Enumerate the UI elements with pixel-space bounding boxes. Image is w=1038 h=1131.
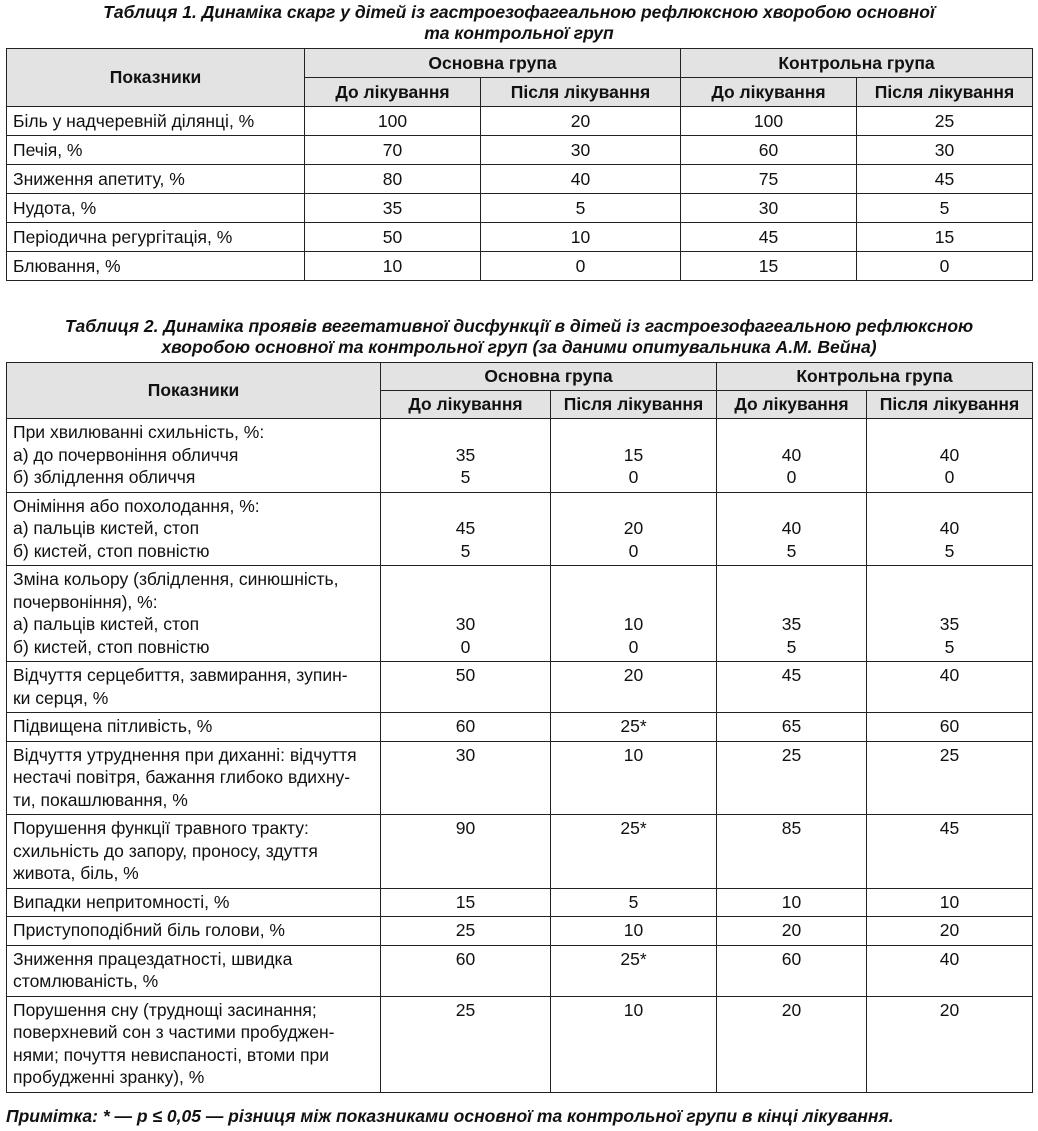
cell-value-line: 20 <box>939 999 960 1020</box>
table-row <box>7 713 1033 742</box>
table2-caption-line1: Таблиця 2. Динаміка проявів вегетативної дисфункції в дітей із гастроезофагеальною рефлюксною <box>64 316 974 336</box>
cell-value-line <box>557 495 710 518</box>
cell-value-line: 25* <box>620 948 647 969</box>
table-row <box>7 419 1033 493</box>
cell-value-line <box>873 591 1026 614</box>
footnote: Примітка: * — р ≤ 0,05 — різниця між показниками основної та контрольної групи в кінці лікування. <box>6 1106 894 1126</box>
row-label-line: пробудженні зранку), % <box>13 1067 205 1087</box>
cell-value <box>867 945 1033 996</box>
row-label-line: Приступоподібний біль голови, % <box>13 920 285 940</box>
row-label <box>7 566 381 662</box>
cell-value-line <box>387 495 544 518</box>
cell-value <box>867 419 1033 493</box>
row-label-line: а) пальців кистей, стоп <box>13 518 200 538</box>
row-label: Періодична регургітація, % <box>7 223 305 252</box>
table2-header-indicators: Показники <box>7 363 381 419</box>
row-label <box>7 741 381 815</box>
cell-value-line: 60 <box>455 948 476 969</box>
cell-value-line <box>873 421 1026 444</box>
cell-value-line: 40 <box>939 948 960 969</box>
cell-value <box>381 713 551 742</box>
cell-value-line: 10 <box>623 744 644 765</box>
cell-value <box>717 492 867 566</box>
row-label <box>7 945 381 996</box>
cell-value-line: 35 <box>455 444 476 465</box>
cell-value: 45 <box>857 165 1033 194</box>
row-label-line: Відчуття утруднення при диханні: відчуття <box>13 744 357 765</box>
cell-value-line: 5 <box>944 636 955 657</box>
table2-header-control-group: Контрольна група <box>717 363 1033 391</box>
cell-value-line <box>873 495 1026 518</box>
cell-value-line: 30 <box>455 614 476 634</box>
cell-value <box>551 662 717 713</box>
cell-value: 45 <box>681 223 857 252</box>
cell-value <box>717 917 867 946</box>
table1-header-main-before: До лікування <box>305 78 481 107</box>
cell-value <box>717 888 867 917</box>
cell-value <box>867 815 1033 889</box>
row-label-line: а) до почервоніння обличчя <box>13 444 239 465</box>
cell-value <box>717 662 867 713</box>
table-row <box>7 492 1033 566</box>
cell-value <box>717 566 867 662</box>
cell-value: 35 <box>305 194 481 223</box>
cell-value-line: 0 <box>628 636 639 657</box>
row-label-line: Порушення функції травного тракту: <box>13 818 309 838</box>
cell-value-line <box>557 421 710 444</box>
cell-value: 30 <box>857 136 1033 165</box>
table-row <box>7 136 1033 165</box>
cell-value-line: 0 <box>628 540 639 561</box>
row-label-line: ти, покашлювання, % <box>13 789 188 810</box>
row-label <box>7 888 381 917</box>
cell-value <box>381 492 551 566</box>
cell-value <box>381 888 551 917</box>
cell-value <box>717 741 867 815</box>
cell-value: 30 <box>481 136 681 165</box>
row-label-line: Порушення сну (труднощі засинання; <box>13 999 317 1020</box>
cell-value <box>551 566 717 662</box>
cell-value-line: 10 <box>623 999 644 1020</box>
table-row <box>7 165 1033 194</box>
table-row <box>7 107 1033 136</box>
table2 <box>6 362 1033 1093</box>
table-row <box>7 566 1033 662</box>
cell-value <box>551 713 717 742</box>
cell-value-line: 65 <box>781 716 802 736</box>
cell-value-line: 50 <box>455 665 476 685</box>
cell-value <box>551 996 717 1092</box>
table-row <box>7 917 1033 946</box>
row-label-line: почервоніння), %: <box>13 591 158 612</box>
cell-value <box>381 945 551 996</box>
cell-value: 20 <box>481 107 681 136</box>
row-label-line: нями; почуття невиспаності, втоми при <box>13 1044 330 1065</box>
cell-value <box>867 713 1033 742</box>
row-label-line: схильність до запору, проносу, здуття <box>13 840 318 861</box>
table1-header-control-group: Контрольна група <box>681 49 1033 78</box>
row-label: Біль у надчеревній ділянці, % <box>7 107 305 136</box>
cell-value-line: 15 <box>623 444 644 465</box>
row-label <box>7 713 381 742</box>
cell-value: 80 <box>305 165 481 194</box>
table-row <box>7 741 1033 815</box>
row-label: Печія, % <box>7 136 305 165</box>
table2-caption <box>0 316 1038 358</box>
cell-value-line: 40 <box>939 518 960 538</box>
row-label-line: Випадки непритомності, % <box>13 891 230 912</box>
cell-value <box>867 917 1033 946</box>
row-label: Зниження апетиту, % <box>7 165 305 194</box>
cell-value <box>551 419 717 493</box>
cell-value-line: 20 <box>781 920 802 940</box>
cell-value-line: 10 <box>623 614 644 634</box>
table2-header-main-group: Основна група <box>381 363 717 391</box>
cell-value-line: 45 <box>939 818 960 838</box>
table1-caption-line2: та контрольної груп <box>424 23 614 43</box>
cell-value-line: 25 <box>781 744 802 765</box>
cell-value <box>717 815 867 889</box>
row-label: Блювання, % <box>7 252 305 281</box>
cell-value: 75 <box>681 165 857 194</box>
cell-value <box>867 888 1033 917</box>
cell-value-line <box>387 421 544 444</box>
cell-value: 5 <box>481 194 681 223</box>
cell-value-line <box>387 568 544 591</box>
cell-value-line: 30 <box>455 744 476 765</box>
cell-value: 10 <box>305 252 481 281</box>
cell-value-line: 25 <box>455 999 476 1020</box>
cell-value <box>867 996 1033 1092</box>
cell-value <box>551 492 717 566</box>
cell-value-line: 40 <box>939 444 960 465</box>
cell-value <box>381 917 551 946</box>
cell-value-line: 0 <box>628 467 639 487</box>
row-label-line: Підвищена пітливість, % <box>13 716 213 736</box>
row-label <box>7 662 381 713</box>
cell-value-line: 0 <box>460 636 471 657</box>
table1-header-main-group: Основна група <box>305 49 681 78</box>
row-label-line: Зміна кольору (зблідлення, синюшність, <box>13 569 339 589</box>
cell-value-line <box>723 568 860 591</box>
cell-value: 15 <box>681 252 857 281</box>
cell-value-line: 35 <box>781 614 802 634</box>
cell-value-line: 25* <box>620 716 647 736</box>
cell-value <box>381 996 551 1092</box>
row-label-line: а) пальців кистей, стоп <box>13 614 200 634</box>
table2-header-main-after: Після лікування <box>551 391 717 419</box>
cell-value-line: 35 <box>939 614 960 634</box>
cell-value-line: 10 <box>623 920 644 940</box>
cell-value <box>717 945 867 996</box>
cell-value: 60 <box>681 136 857 165</box>
row-label-line: стомлюваність, % <box>13 971 159 991</box>
row-label-line: поверхневий сон з частими пробуджен- <box>13 1022 335 1042</box>
cell-value <box>867 492 1033 566</box>
cell-value-line: 85 <box>781 818 802 838</box>
cell-value-line: 60 <box>781 948 802 969</box>
cell-value <box>867 741 1033 815</box>
cell-value: 50 <box>305 223 481 252</box>
table2-body <box>7 419 1033 1093</box>
cell-value <box>381 662 551 713</box>
cell-value-line: 5 <box>786 636 797 657</box>
row-label-line: живота, біль, % <box>13 863 139 883</box>
cell-value <box>717 996 867 1092</box>
table-row <box>7 223 1033 252</box>
cell-value-line: 25 <box>455 920 476 940</box>
table2-header-control-before: До лікування <box>717 391 867 419</box>
cell-value-line: 45 <box>781 665 802 685</box>
row-label <box>7 815 381 889</box>
cell-value-line: 20 <box>781 999 802 1020</box>
cell-value <box>381 419 551 493</box>
row-label-line: Зниження працездатності, швидка <box>13 948 293 969</box>
table1-header-indicators: Показники <box>7 49 305 107</box>
cell-value-line: 5 <box>460 467 471 487</box>
cell-value-line <box>387 591 544 614</box>
cell-value-line: 5 <box>460 540 471 561</box>
cell-value-line: 25* <box>620 818 647 838</box>
cell-value-line: 40 <box>939 665 960 685</box>
row-label <box>7 917 381 946</box>
cell-value <box>867 662 1033 713</box>
row-label <box>7 492 381 566</box>
table2-header-control-after: Після лікування <box>867 391 1033 419</box>
row-label <box>7 996 381 1092</box>
table-row <box>7 662 1033 713</box>
cell-value-line: 5 <box>786 540 797 561</box>
cell-value-line <box>723 495 860 518</box>
cell-value <box>551 945 717 996</box>
table-row <box>7 252 1033 281</box>
table-row <box>7 945 1033 996</box>
row-label-line: ки серця, % <box>13 687 109 708</box>
cell-value-line <box>557 568 710 591</box>
cell-value: 30 <box>681 194 857 223</box>
cell-value: 0 <box>481 252 681 281</box>
cell-value-line: 5 <box>628 891 639 912</box>
cell-value-line: 90 <box>455 818 476 838</box>
cell-value <box>867 566 1033 662</box>
cell-value-line: 60 <box>455 716 476 736</box>
cell-value-line: 20 <box>623 665 644 685</box>
cell-value: 0 <box>857 252 1033 281</box>
cell-value-line: 60 <box>939 716 960 736</box>
cell-value <box>381 815 551 889</box>
cell-value <box>551 917 717 946</box>
cell-value-line: 45 <box>455 518 476 538</box>
cell-value-line: 10 <box>939 891 960 912</box>
table1-header-main-after: Після лікування <box>481 78 681 107</box>
cell-value-line: 25 <box>939 744 960 765</box>
cell-value: 10 <box>481 223 681 252</box>
cell-value-line <box>557 591 710 614</box>
table-row <box>7 888 1033 917</box>
cell-value: 40 <box>481 165 681 194</box>
cell-value-line <box>873 568 1026 591</box>
cell-value <box>551 741 717 815</box>
table-row <box>7 815 1033 889</box>
cell-value: 100 <box>305 107 481 136</box>
cell-value <box>551 888 717 917</box>
cell-value <box>551 815 717 889</box>
cell-value-line: 0 <box>944 467 955 487</box>
cell-value-line: 20 <box>623 518 644 538</box>
table1 <box>6 48 1033 281</box>
cell-value-line: 0 <box>786 467 797 487</box>
table1-header-control-after: Після лікування <box>857 78 1033 107</box>
cell-value-line: 10 <box>781 891 802 912</box>
cell-value <box>381 741 551 815</box>
cell-value-line: 5 <box>944 540 955 561</box>
cell-value <box>381 566 551 662</box>
cell-value: 70 <box>305 136 481 165</box>
cell-value: 100 <box>681 107 857 136</box>
row-label-line: Відчуття серцебиття, завмирання, зупин- <box>13 665 348 685</box>
cell-value-line: 40 <box>781 444 802 465</box>
table1-caption <box>0 2 1038 44</box>
cell-value-line: 15 <box>455 891 476 912</box>
cell-value: 25 <box>857 107 1033 136</box>
table2-caption-line2: хворобою основної та контрольної груп (за даними опитувальника А.М. Вейна) <box>161 337 877 357</box>
cell-value-line: 40 <box>781 518 802 538</box>
row-label-line: б) зблідлення обличчя <box>13 467 196 487</box>
table1-body <box>7 107 1033 281</box>
row-label: Нудота, % <box>7 194 305 223</box>
row-label-line: б) кистей, стоп повністю <box>13 636 210 657</box>
row-label-line: Оніміння або похолодання, %: <box>13 495 260 516</box>
cell-value: 5 <box>857 194 1033 223</box>
table-row <box>7 194 1033 223</box>
cell-value-line <box>723 421 860 444</box>
cell-value <box>717 713 867 742</box>
cell-value <box>717 419 867 493</box>
row-label-line: нестачі повітря, бажання глибоко вдихну- <box>13 767 351 787</box>
row-label-line: При хвилюванні схильність, %: <box>13 422 265 442</box>
table-row <box>7 996 1033 1092</box>
row-label-line: б) кистей, стоп повністю <box>13 540 210 561</box>
table2-header-main-before: До лікування <box>381 391 551 419</box>
table1-caption-line1: Таблиця 1. Динаміка скарг у дітей із гастроезофагеальною рефлюксною хворобою основної <box>103 2 935 22</box>
row-label <box>7 419 381 493</box>
cell-value-line: 20 <box>939 920 960 940</box>
table1-header-control-before: До лікування <box>681 78 857 107</box>
cell-value: 15 <box>857 223 1033 252</box>
cell-value-line <box>723 591 860 614</box>
